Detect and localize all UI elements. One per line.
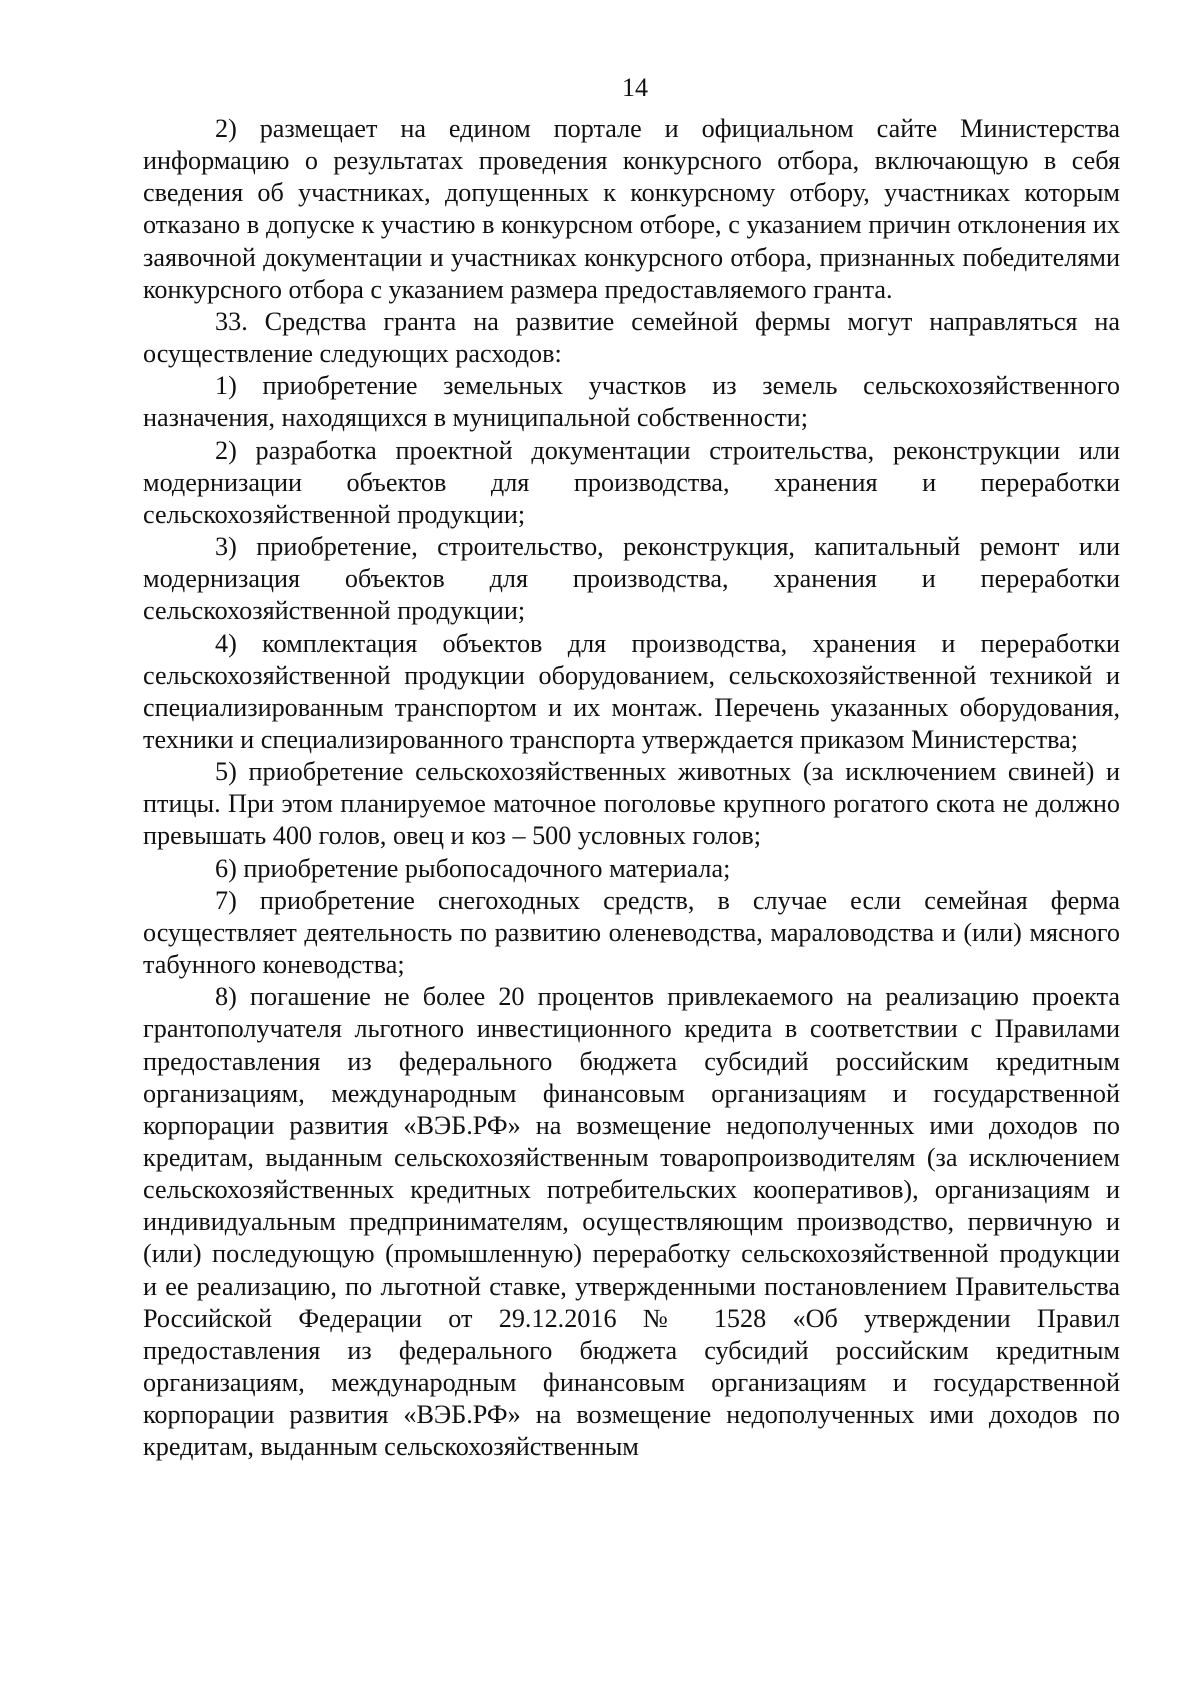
paragraph-item-3-construction: 3) приобретение, строительство, реконструкция, капитальный ремонт или модернизация объектов для производства, хранения и переработки сельскохозяйственной продукции; — [143, 532, 1120, 626]
paragraph-item-7-snowmobiles: 7) приобретение снегоходных средств, в случае если семейная ферма осуществляет деятельность по развитию оленеводства, мараловодства и (или) мясного табунного коневодства; — [143, 885, 1120, 980]
paragraph-section-33: 33. Средства гранта на развитие семейной фермы могут направляться на осуществление следующих расходов: — [143, 306, 1120, 369]
page-number: 14 — [622, 73, 648, 102]
paragraph-item-2-design: 2) разработка проектной документации строительства, реконструкции или модернизации объектов для производства, хранения и переработки сельскохозяйственной продукции; — [143, 435, 1120, 529]
paragraph-item-4-equipment: 4) комплектация объектов для производства, хранения и переработки сельскохозяйственной продукции оборудованием, сельскохозяйственной техникой и специализированным транспортом и их монтаж. Перечень указанных оборудования, техники и специализированного транспорта утверждается приказом Министерства; — [143, 628, 1120, 754]
paragraph-item-2-publication: 2) размещает на едином портале и официальном сайте Министерства информацию о результатах проведения конкурсного отбора, включающую в себя сведения об участниках, допущенных к конкурсному отбору, участниках которым отказано в допуске к участию в конкурсном отборе, с указанием причин отклонения их заявочной документации и участниках конкурсного отбора, признанных победителями конкурсного отбора с указанием размера предоставляемого гранта. — [143, 114, 1120, 304]
document-body — [143, 113, 1120, 1464]
paragraph-item-8-credit: 8) погашение не более 20 процентов привлекаемого на реализацию проекта грантополучателя льготного инвестиционного кредита в соответствии с Правилами предоставления из федерального бюджета субсидий российским кредитным организациям, международным финансовым организациям и государственной корпорации развития «ВЭБ.РФ» на возмещение недополученных ими доходов по кредитам, выданным сельскохозяйственным товаропроизводителям (за исключением сельскохозяйственных кредитных потребительских кооперативов), организациям и индивидуальным предпринимателям, осуществляющим производство, первичную и (или) последующую (промышленную) переработку сельскохозяйственной продукции и ее реализацию, по льготной ставке, утвержденными постановлением Правительства Российской Федерации от 29.12.2016 № 1528 «Об утверждении Правил предоставления из федерального бюджета субсидий российским кредитным организациям, международным финансовым организациям и государственной корпорации развития «ВЭБ.РФ» на возмещение недополученных ими доходов по кредитам, выданным сельскохозяйственным — [143, 982, 1120, 1462]
paragraph-item-1-land: 1) приобретение земельных участков из земель сельскохозяйственного назначения, находящихся в муниципальной собственности; — [143, 371, 1120, 433]
paragraph-item-5-animals: 5) приобретение сельскохозяйственных животных (за исключением свиней) и птицы. При этом планируемое маточное поголовье крупного рогатого скота не должно превышать 400 голов, овец и коз – 500 условных голов; — [143, 757, 1120, 851]
paragraph-item-6-fish: 6) приобретение рыбопосадочного материала; — [215, 853, 731, 883]
